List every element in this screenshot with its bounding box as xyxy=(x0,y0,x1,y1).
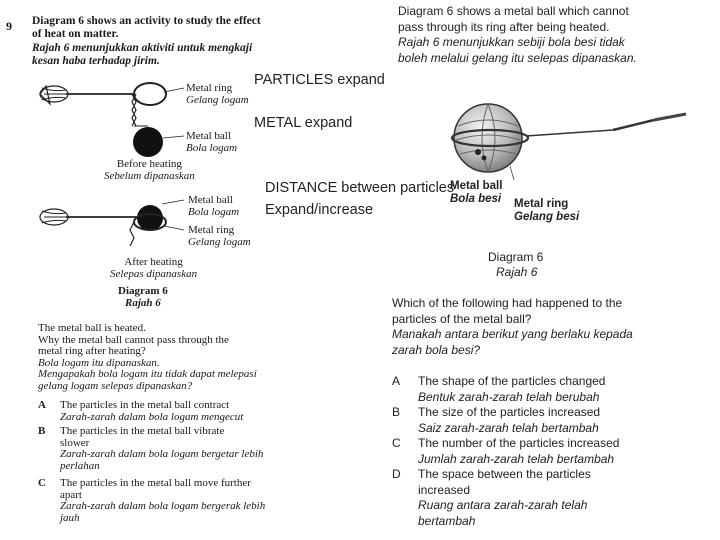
label-metal-ring-1: Metal ring Gelang logam xyxy=(186,82,249,106)
after-heating-diagram xyxy=(36,192,186,262)
left-diagram-caption: Diagram 6 Rajah 6 xyxy=(118,285,168,309)
right-option-b[interactable]: B The size of the particles increased Saiz zarah-zarah telah bertambah xyxy=(392,405,601,435)
note-metal-expand: METAL expand xyxy=(254,115,353,131)
left-question-text: The metal ball is heated. Why the metal ball cannot pass through the metal ring after heating? Bola logam itu dipanaskan. Mengapakah bola logam itu tidak dapat melepasi gelang logam selepas dipanaskan? xyxy=(38,322,257,392)
right-option-a[interactable]: A The shape of the particles changed Bentuk zarah-zarah telah berubah xyxy=(392,374,606,404)
left-option-a[interactable]: A The particles in the metal ball contract Zarah-zarah dalam bola logam mengecut xyxy=(38,399,244,423)
note-distance-between-particles: DISTANCE between particles xyxy=(265,180,455,196)
question-number: 9 xyxy=(6,19,12,33)
right-label-metal-ball: Metal ball Bola besi xyxy=(450,180,503,205)
metal-ring-shape xyxy=(134,83,166,105)
caption-after-heating: After heating Selepas dipanaskan xyxy=(110,256,198,280)
note-expand-increase: Expand/increase xyxy=(265,202,374,218)
label-metal-ball-2: Metal ball Bola logam xyxy=(188,194,240,218)
note-particles-expand: PARTICLES expand xyxy=(254,72,385,88)
left-intro-malay: Rajah 6 menunjukkan aktiviti untuk mengkaji kesan haba terhadap jirim. xyxy=(32,42,253,67)
right-intro: Diagram 6 shows a metal ball which cannot pass through its ring after being heated. Rajah 6 menunjukkan sebiji bola besi tidak boleh melalui gelang itu selepas dipanaskan. xyxy=(398,4,637,65)
metal-ball-shape-after xyxy=(137,205,163,231)
left-option-b[interactable]: B The particles in the metal ball vibrate slower Zarah-zarah dalam bola logam bergetar lebih perlahan xyxy=(38,425,264,472)
metal-ball-shape xyxy=(133,127,163,157)
label-metal-ball-1: Metal ball Bola logam xyxy=(186,130,238,154)
right-question-text: Which of the following had happened to the particles of the metal ball? Manakah antara berikut yang berlaku kepada zarah bola besi? xyxy=(392,296,633,357)
before-heating-diagram xyxy=(36,72,186,167)
left-question-block xyxy=(0,0,275,540)
right-option-d[interactable]: D The space between the particles increased Ruang antara zarah-zarah telah bertambah xyxy=(392,467,591,528)
caption-before-heating: Before heating Sebelum dipanaskan xyxy=(104,158,195,182)
left-intro: Diagram 6 shows an activity to study the effect of heat on matter. xyxy=(32,15,261,40)
right-option-c[interactable]: C The number of the particles increased Jumlah zarah-zarah telah bertambah xyxy=(392,436,620,466)
right-diagram-caption: Diagram 6 Rajah 6 xyxy=(488,250,544,279)
label-metal-ring-2: Metal ring Gelang logam xyxy=(188,224,251,248)
left-option-c[interactable]: C The particles in the metal ball move further apart Zarah-zarah dalam bola logam bergerak lebih jauh xyxy=(38,477,266,524)
right-label-metal-ring: Metal ring Gelang besi xyxy=(514,198,580,223)
